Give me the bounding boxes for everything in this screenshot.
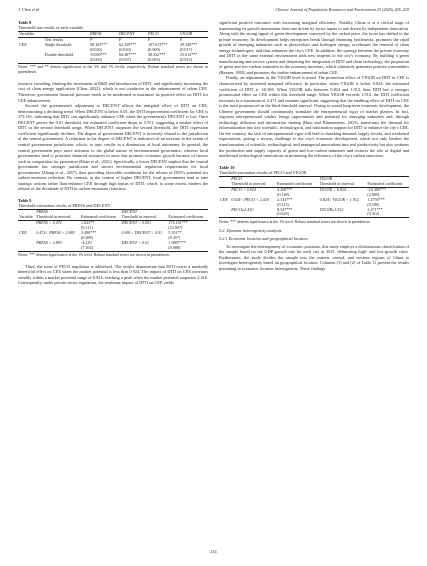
table-row: Test results F F F F bbox=[44, 37, 183, 43]
table-row: PECO < 0.924 3.268*** VIGOR < 0.824 -10.380*** bbox=[231, 186, 387, 192]
body-paragraph: Finally, an adjustment in the VIGOR level is noted. The promotion effect of VIGOR on DITI in CEE is characterized by increased marginal efficiency. In particular, when VIGOR is below 0.824, the estimated coefficient of DITI is -10.380. When VIGOR falls between 0.824 and 1.912, then DITI has a stronger promotional effect on CEE within this threshold range. When VIGOR exceeds 1.912, the DITI coefficient increases to a maximum of 2.471 and remains significant, suggesting that the enabling effect of DITI on CEE is the most pronounced in the third threshold interval. Owing to sound long-term economic development, the Chinese government should continuously stimulate the entrepreneurial vigor of market players. In fact, vigorous entrepreneurial vitality brings opportunities and potential for emerging industries and, through technology diffusion and information sharing (Buss and Blumenstein, 2015), transforms the demand for informatization into key scientific, technological, and information support for DITI to enhance the city's CEE. On the contrary, the lack of entrepreneurial vigor will lead to shrinking demand, supply shocks, and weakened expectations, posing a serious challenge to the city's economic development, which not only hinders the transformation of scientific, technological, and managerial innovations into real productivity but also weakens the production and supply capacity of green and low-carbon industries and restricts the role of digital and intellectual technological innovations in promoting the efficiency of the city's carbon emissions. bbox=[219, 75, 409, 159]
table-group-header: DECENT bbox=[121, 210, 209, 215]
table-header-cell: Estimated coefficient bbox=[80, 215, 121, 220]
table-row: PECO≥2.410 8.347*** VIGOR≥1.912 2.471*** bbox=[231, 206, 383, 212]
table8-note: Notes: *** and ** denote significance at the 5% and 1% levels, respectively. Robust standard errors are shown in parentheses. bbox=[18, 65, 208, 75]
table-header-cell: Estimated coefficient bbox=[276, 182, 319, 187]
table9-subtitle: Threshold estimation results of PRESS and DECENT bbox=[18, 203, 111, 209]
table-header-cell: DECENT bbox=[118, 32, 147, 38]
table-row: (0.020) (0.010) (0.000) (0.017) bbox=[90, 47, 192, 53]
table-header-cell: VIGOR bbox=[179, 32, 208, 38]
body-paragraph: Second, the government's adjustment to DECENT affects the marginal effect of DITI on CEE, demonstrating a declining trend. When DECENT is below 0.01, the DITI improvement coefficient for CEE is 173.161, indicating that DITI can significantly enhance CEE when the government's DECENT is low. Once DECENT passes the 0.01 threshold, the estimated coefficient drops to 5.551, suggesting a weaker effect of DITI in the second threshold range. When DECENT surpasses the second threshold, the DITI regression coefficient significantly declines. The degree of government DECENT is inversely related to the jurisdiction of the central government. A reduction in the degree of DECENT is indicative of an increase in the extent of central government jurisdiction, which, in turn, results in a diminution of local autonomy. In general, the central government pays more attention to the global nature of environmental governance, whereas local governments tend to prioritize financial resources in areas that promote economic growth because of factors such as competition for promotion (Khan et al., 2021). Specifically, a lower DECENT implies that the central government has stronger jurisdiction and stricter environmental regulation requirements for local governments (Zhang et al., 2017), thus providing favorable conditions for the release of DITI's potential for carbon emission reduction. By contrast, in the context of higher DECENT, local governments tend to take strategic actions rather than enhance CEE through high inputs of DITI, which, to some extent, hinders the release of the dividends of DITI in carbon emissions reduction. bbox=[18, 103, 208, 192]
body-paragraph: significant positive outcomes with increasing marginal efficiency. Notably, China is at a critical stage of transforming its growth momentum from one driven by factor inputs to one driven by independent innovation. Along with the strong signal of green development conveyed by the carbon price, the focus has shifted to the private economy. Its development helps enterprises break through financing bottlenecks, promotes the rapid growth of emerging industries such as photovoltaic and hydrogen energy, accelerates the renewal of clean energy technologies, and thus enhances the city's CEE. In addition, the synergy between the private economy and DITI in the same external environment adds new impetus to the city's economy. By building a green manufacturing and service system and deepening the integration of DITI and clean technology, the proportion of green and low-carbon industries in the economy increases, which ultimately generates positive externalities (Hansen, 2005) and promotes the further enhancement of urban CEE. bbox=[219, 20, 409, 75]
page-number: 214 bbox=[210, 549, 217, 554]
table-row: CEE Single threshold 58.103*** 62.259*** 107.613*** 29.540*** bbox=[19, 42, 198, 48]
section-heading: 5.2. Dynamic heterogeneity analysis bbox=[219, 227, 282, 233]
table-header-cell: Threshold in interval bbox=[35, 215, 80, 220]
table-row: (7.104) (0.088) bbox=[18, 246, 208, 251]
table-group-header: PECO bbox=[230, 177, 318, 182]
table10 bbox=[219, 176, 409, 218]
table-header-cell: Variables bbox=[18, 32, 44, 38]
table-row: (0.111) (23.907) bbox=[80, 225, 183, 230]
table9 bbox=[18, 209, 208, 251]
table9-caption: Table 9 bbox=[18, 197, 32, 203]
table-row: Double threshold -0.069*** 64.387*** 38.332*** 25.613*** bbox=[44, 52, 198, 58]
table10-subtitle: Threshold estimation results of PECO and VIGOR bbox=[219, 169, 307, 175]
table-row: (0.160) (2.869) bbox=[277, 191, 380, 197]
table8-caption: Table 8 bbox=[18, 20, 32, 25]
table8-subtitle: Threshold test results of each variable bbox=[18, 25, 84, 31]
table-row: CEE 0.924< PECO < 2.410 2.334*** 0.824< VIGOR < 1.912 1.4794*** bbox=[220, 196, 385, 202]
table-header-cell: Threshold in interval bbox=[230, 182, 276, 187]
table-row: (0.113) (0.180) bbox=[277, 201, 380, 207]
right-column bbox=[219, 20, 409, 271]
table-row: (0.288) (0.457) bbox=[80, 234, 181, 240]
table-row: PRESS < 0.472 1.823** DECENT < 0.001 173.161*** bbox=[36, 220, 188, 226]
table9-note: Notes: *** denotes significance at the 1% level. Robust standard errors are shown in parentheses. bbox=[18, 253, 170, 258]
table-group-header: PRESS bbox=[35, 210, 120, 215]
table-header-cell: Estimated coefficient bbox=[366, 182, 409, 187]
table8 bbox=[18, 31, 208, 63]
header-authors: J. Chen et al. bbox=[18, 7, 41, 12]
subsection-heading: 5.2.1 Economic location and geographical location bbox=[219, 236, 308, 242]
table-row: (0.645) (0.312) bbox=[219, 212, 409, 217]
running-header bbox=[18, 7, 409, 15]
body-paragraph: Third, the issue of PECO regulation is addressed. The results demonstrate that DITI exerts a markedly beneficial effect on CEE when the market potential is less than 0.924. The impact of DITI on CEE increases steadily within a market potential range of 0.924, reaching a peak when the market potential surpasses 2.410. Consequently, under private sector regulation, the nonlinear impact of DITI on CEE yields bbox=[18, 263, 208, 286]
table-row: PRESS > 2.893 -4.229 DECENT > 0.01 1.9807*** bbox=[36, 239, 186, 245]
table-header-cell: Threshold in interval bbox=[319, 182, 367, 187]
table-header-cell: Estimated coefficient bbox=[167, 215, 208, 220]
table10-note: Notes: *** denotes significance at the 1% level. Robust standard errors are shown in parentheses. bbox=[219, 219, 371, 224]
table-header-cell: PECO bbox=[147, 32, 179, 38]
table-header-cell: Threshold in interval bbox=[121, 215, 168, 220]
left-column bbox=[18, 20, 208, 286]
table-group-header: VIGOR bbox=[319, 177, 409, 182]
table-header-cell: PRESS bbox=[89, 32, 118, 38]
table-row: (0.003) (0.037) (0.003) (0.013) bbox=[18, 58, 208, 63]
body-paragraph: resource crowding, limiting the investment in R&D and introduction of DITI, and significantly increasing the cost of clean energy application (Chen, 2022), which is not conducive to the enhancement of urban CEE. Therefore, government financial pressure needs to be moderated to maximize its positive effect on DITI for CEE enhancement. bbox=[18, 80, 208, 103]
table10-caption: Table 10 bbox=[219, 164, 235, 170]
body-paragraph: To investigate the heterogeneity of economic positions, this study employs a dichotomous classification of the sample based on the GDP growth rate for each city in 2021, delineating high- and low-growth cities. Furthermore, the study divides the sample into the eastern, central, and western regions of China to investigate heterogeneity based on geographical location. Columns (1) and (2) of Table 11 present the results pertaining to economic location heterogeneity. These findings bbox=[219, 243, 409, 271]
header-journal: Chinese Journal of Population, Resources and Environment 23 (2025) 205–219 bbox=[275, 7, 409, 12]
table-header-cell: Variable bbox=[18, 215, 35, 220]
table-row: CEE 0.472< PRESS < 2.893 3.490*** 0.001< DECENT < 0.01 5.551** bbox=[19, 229, 182, 235]
